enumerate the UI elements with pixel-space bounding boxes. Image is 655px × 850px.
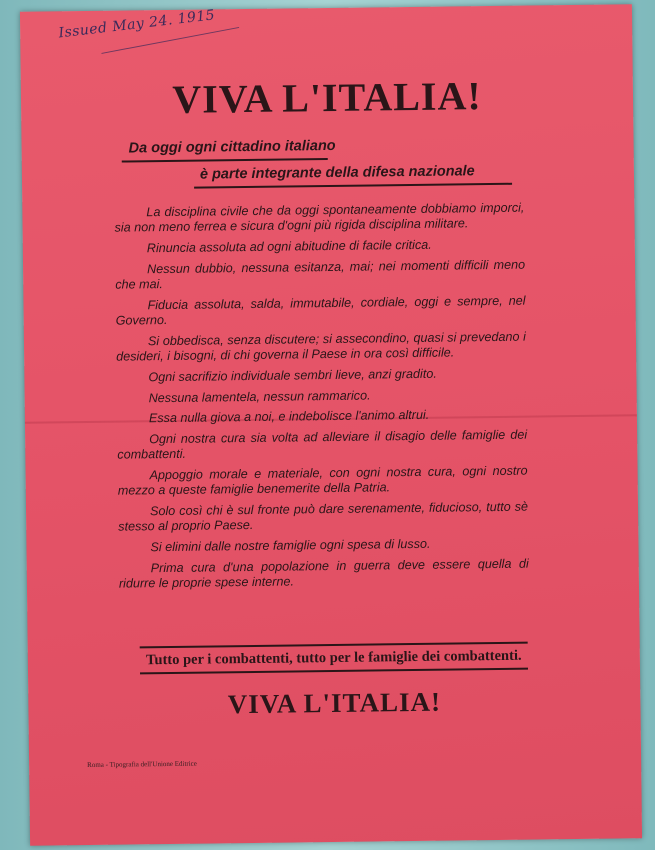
paragraph: Ogni sacrifizio individuale sembri lieve, anzi gradito. — [148, 366, 437, 385]
paragraph: Solo così chi è sul fronte può dare serenamente, fiducioso, tutto sè stesso al proprio Paese. — [118, 499, 529, 534]
poster-title: VIVA L'ITALIA! — [172, 73, 482, 122]
closing-rule-top — [140, 642, 528, 648]
poster-sheet — [20, 4, 642, 845]
paragraph: Rinuncia assoluta ad ogni abitudine di facile critica. — [146, 237, 432, 256]
paragraph: Prima cura d'una popolazione in guerra deve essere quella di ridurre le proprie spese interne. — [118, 556, 529, 591]
subtitle-rule-2 — [194, 183, 512, 189]
printer-imprint: Roma - Tipografia dell'Unione Editrice — [87, 759, 197, 770]
paragraph: Essa nulla giova a noi, e indebolisce l'animo altrui. — [148, 408, 430, 426]
paragraph: Nessun dubbio, nessuna esitanza, mai; nei momenti difficili meno che mai. — [115, 257, 526, 292]
paragraph: Si obbedisca, senza discutere; si assecondino, quasi si prevedano i desideri, i bisogni, di chi governa il Paese in ora così difficile. — [116, 329, 527, 364]
paragraph: Appoggio morale e materiale, con ogni nostra cura, ogni nostro mezzo a queste famiglie benemerite della Patria. — [117, 463, 528, 498]
paragraph: Si elimini dalle nostre famiglie ogni spesa di lusso. — [150, 536, 431, 555]
closing-line: Tutto per i combattenti, tutto per le famiglie dei combattenti. — [146, 647, 522, 669]
subtitle-rule-1 — [122, 158, 328, 163]
paragraph: Nessuna lamentela, nessun rammarico. — [148, 388, 371, 405]
handwritten-note: Issued May 24. 1915 — [57, 7, 216, 42]
paragraph: La disciplina civile che da oggi spontaneamente dobbiamo imporci, sia non meno ferrea e sicura d'ogni più rigida disciplina militare. — [114, 200, 525, 235]
body-text — [114, 201, 529, 598]
footer-title: VIVA L'ITALIA! — [227, 686, 442, 720]
paragraph: Ogni nostra cura sia volta ad alleviare il disagio delle famiglie dei combattenti. — [117, 427, 528, 463]
subtitle-line-2: è parte integrante della difesa nazionale — [199, 163, 475, 183]
paragraph: Fiducia assoluta, salda, immutabile, cordiale, oggi e sempre, nel Governo. — [115, 293, 526, 328]
subtitle-line-1: Da oggi ogni cittadino italiano — [128, 137, 336, 157]
